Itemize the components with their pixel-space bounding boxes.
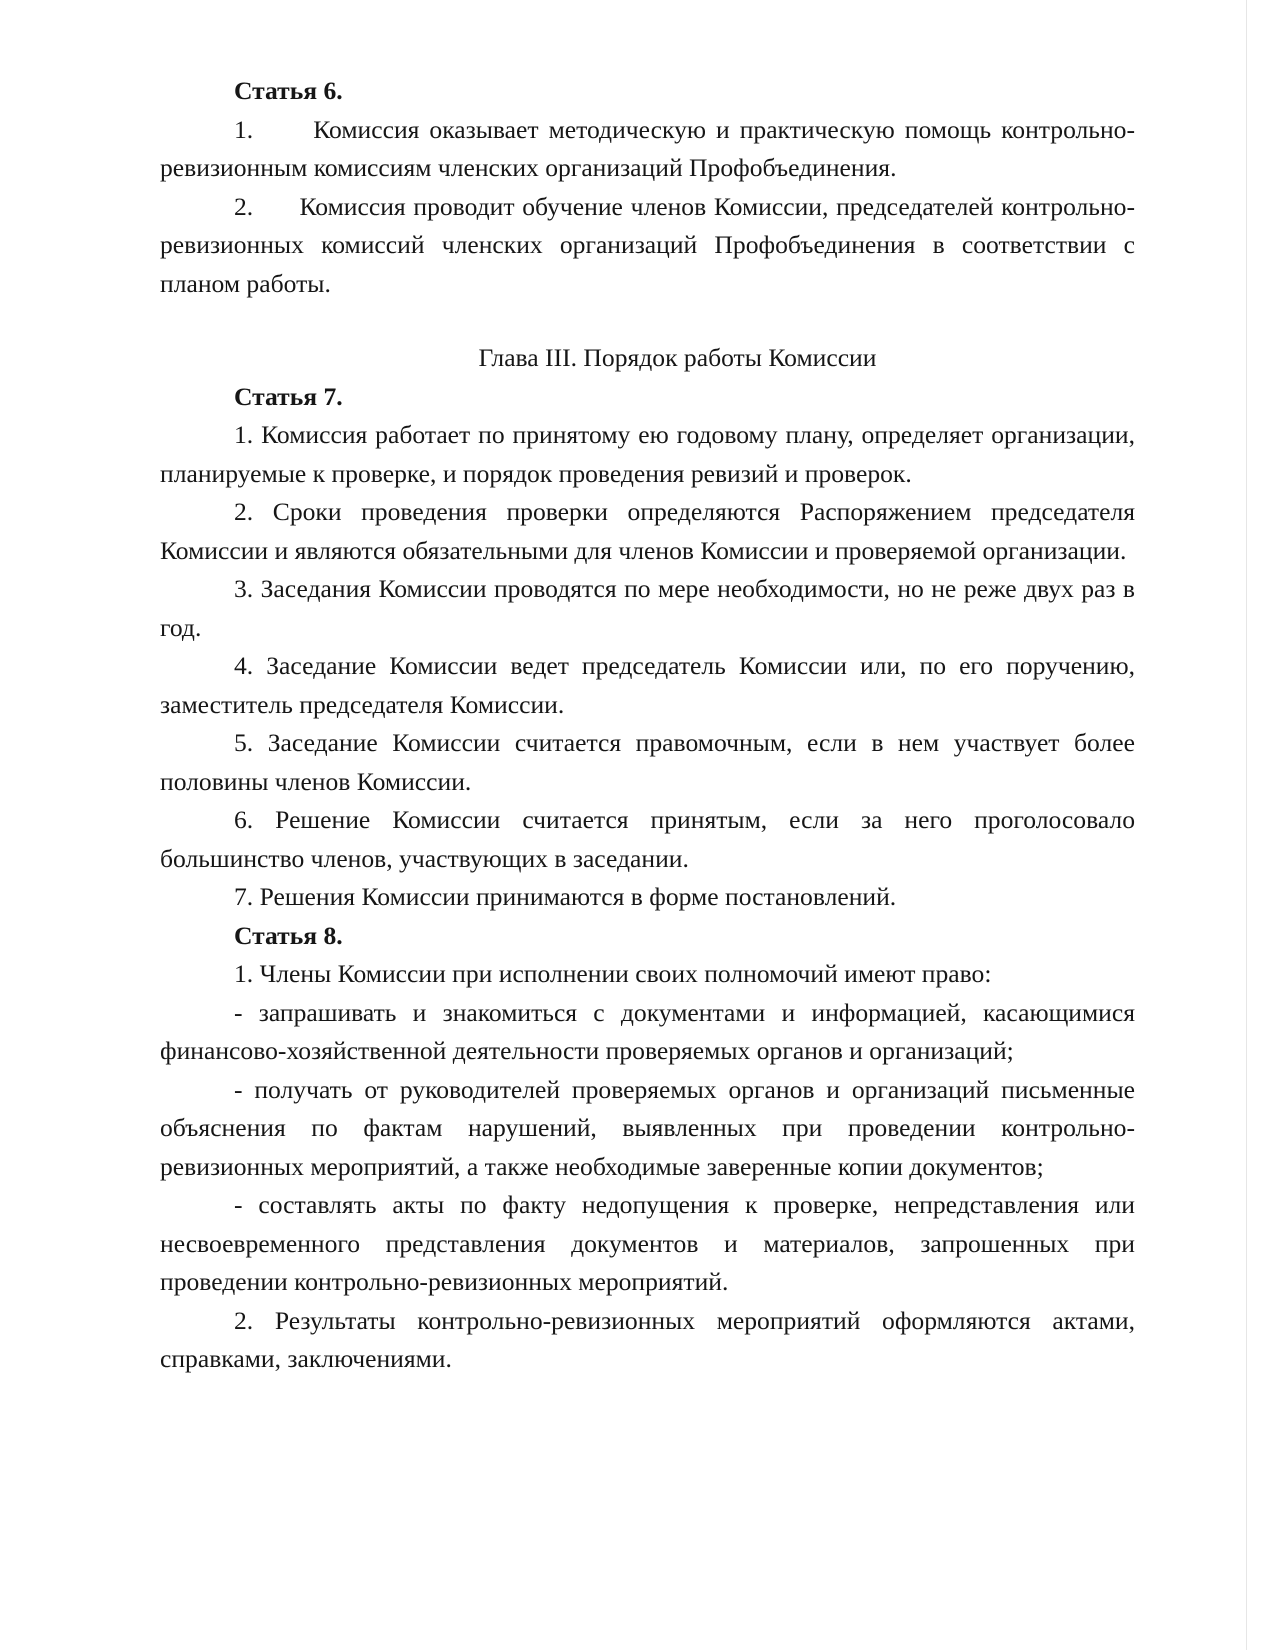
chapter-3-title: Глава III. Порядок работы Комиссии [478, 343, 877, 372]
article-8-heading: Статья 8. [234, 920, 343, 950]
scan-edge-line [1246, 0, 1247, 1650]
article-7-item-2: 2. Сроки проведения проверки определяются Распоряжением председателя Комиссии и являются обязательными для членов Комиссии и проверяемой организации. [160, 497, 1135, 565]
article-8-bullet-3: - составлять акты по факту недопущения к проверке, непредставления или несвоевременного представления документов и материалов, запрошенных при проведении контрольно-ревизионных мероприятий. [160, 1190, 1135, 1296]
article-8-bullet-1: - запрашивать и знакомиться с документами и информацией, касающимися финансово-хозяйственной деятельности проверяемых органов и организаций; [160, 997, 1135, 1065]
article-7-item-5: 5. Заседание Комиссии считается правомочным, если в нем участвует более половины членов Комиссии. [160, 728, 1135, 796]
article-8-bullet-2: - получать от руководителей проверяемых органов и организаций письменные объяснения по фактам нарушений, выявленных при проведении контрольно-ревизионных мероприятий, а также необходимые заверенные копии документов; [160, 1074, 1135, 1181]
article-6-item-1: 1. Комиссия оказывает методическую и практическую помощь контрольно-ревизионным комиссиям членских организаций Профобъединения. [160, 114, 1135, 182]
article-7-heading: Статья 7. [234, 381, 343, 411]
section-gap [160, 303, 1135, 339]
article-7-item-3: 3. Заседания Комиссии проводятся по мере необходимости, но не реже двух раз в год. [160, 574, 1135, 642]
article-8-item-2: 2. Результаты контрольно-ревизионных мероприятий оформляются актами, справками, заключениями. [160, 1305, 1135, 1373]
article-7-item-4: 4. Заседание Комиссии ведет председатель Комиссии или, по его поручению, заместитель председателя Комиссии. [160, 651, 1135, 719]
article-7-item-7: 7. Решения Комиссии принимаются в форме постановлений. [234, 882, 897, 911]
article-8-item-1: 1. Члены Комиссии при исполнении своих полномочий имеют право: [234, 959, 992, 988]
article-7-item-6: 6. Решение Комиссии считается принятым, если за него проголосовало большинство членов, участвующих в заседании. [160, 805, 1135, 873]
document-body [160, 72, 1135, 1379]
article-6-heading: Статья 6. [234, 76, 343, 105]
article-6-item-2: 2. Комиссия проводит обучение членов Комиссии, председателей контрольно-ревизионных комиссий членских организаций Профобъединения в соответствии с планом работы. [160, 191, 1135, 298]
article-7-item-1: 1. Комиссия работает по принятому ею годовому плану, определяет организации, планируемые к проверке, и порядок проведения ревизий и проверок. [160, 420, 1135, 488]
